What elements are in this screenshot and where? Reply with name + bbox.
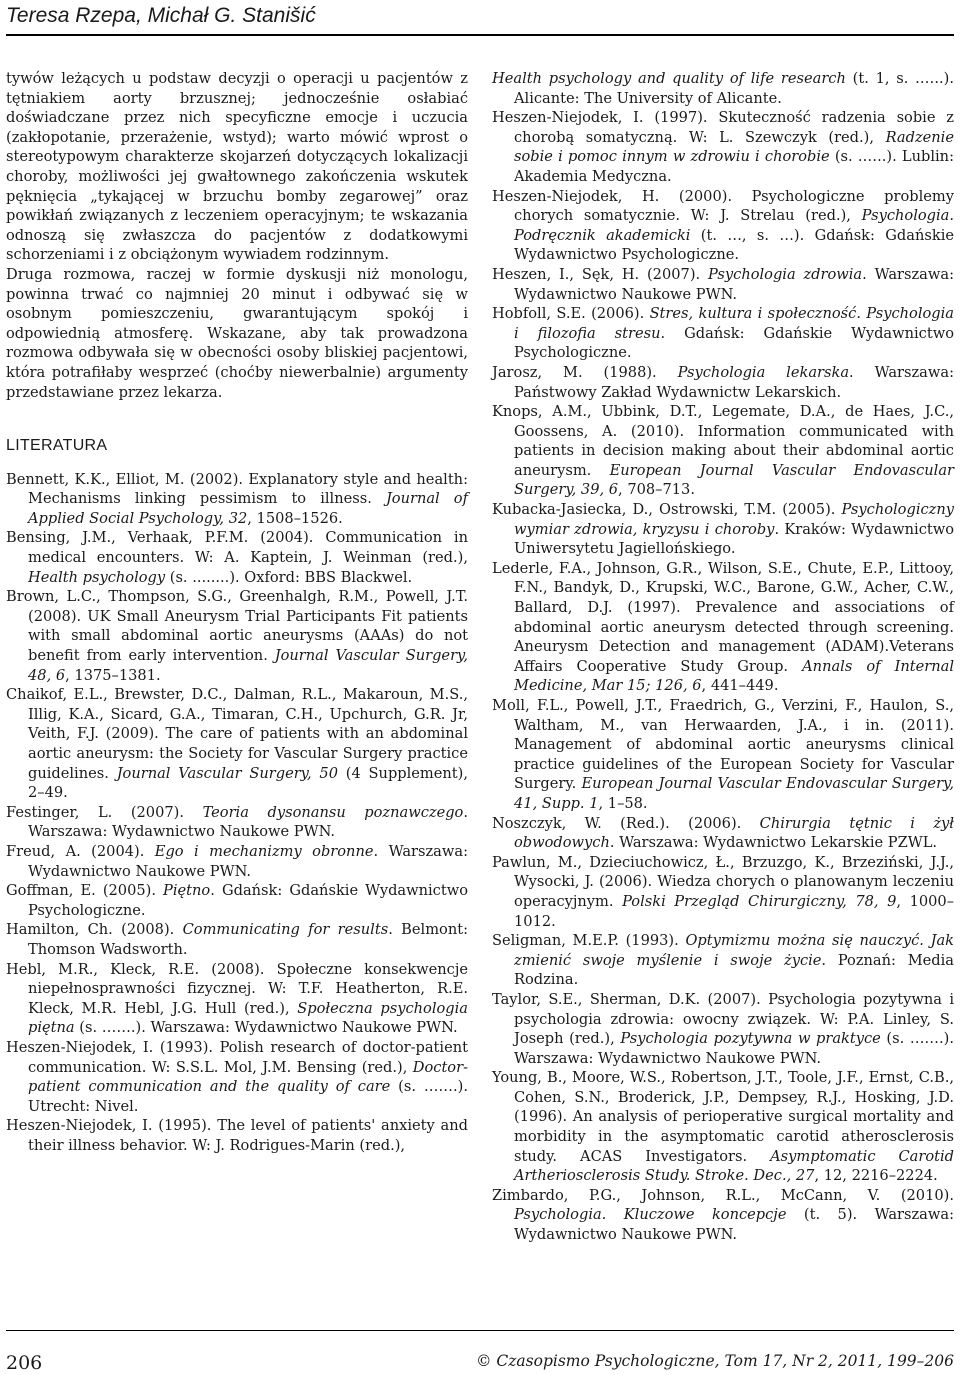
reference-text: Hamilton, Ch. (2008). xyxy=(6,921,183,939)
journal-citation xyxy=(476,1352,954,1370)
reference-title: Optymizmu można się nauczyć. Jak zmienić swoje myślenie i swoje życie xyxy=(514,932,954,969)
reference-text: , 1–58. xyxy=(598,794,648,812)
header-rule xyxy=(6,34,954,36)
reference-entry xyxy=(6,1116,468,1155)
reference-entry xyxy=(492,402,954,500)
reference-text: . Belmont: Thomson Wadsworth. xyxy=(28,921,468,958)
reference-entry xyxy=(492,187,954,265)
reference-title: Stres, kultura i społeczność. Psychologia i filozofia stresu xyxy=(514,305,954,342)
reference-title: Health psychology and quality of life research xyxy=(492,70,846,87)
reference-text: (s. ........). Oxford: BBS Blackwel. xyxy=(165,568,413,586)
copyright-symbol: © xyxy=(475,1352,492,1370)
reference-entry xyxy=(492,363,954,402)
reference-text: Hebl, M.R., Kleck, R.E. (2008). Społeczne konsekwencje niepełnosprawności fizycznej. W: T.F. Heatherton, R.E. Kleck, M.R. Hebl, J.G. Hull (red.), xyxy=(6,960,468,1017)
reference-text: Heszen-Niejodek, I. (1995). The level of patients' anxiety and their illness behavior. W: J. Rodrigues-Marin (red.), xyxy=(6,1117,468,1154)
reference-list-right xyxy=(492,69,954,1245)
reference-entry xyxy=(6,803,468,842)
reference-title: Asymptomatic Carotid Artheriosclerosis Study. Stroke. Dec., 27 xyxy=(514,1147,954,1185)
reference-entry xyxy=(6,470,468,529)
reference-entry xyxy=(492,1186,954,1245)
reference-text: Festinger, L. (2007). xyxy=(6,803,203,821)
reference-text: Taylor, S.E., Sherman, D.K. (2007). Psychologia pozytywna i psychologia zdrowia: owocny związek. W: P.A. Linley, S. Joseph (red.), xyxy=(492,990,954,1048)
reference-text: . Warszawa: Wydawnictwo Naukowe PWN. xyxy=(28,803,468,841)
reference-text: (t. …, s. …). Gdańsk: Gdańskie Wydawnictwo Psychologiczne. xyxy=(514,226,954,264)
reference-entry xyxy=(6,960,468,1038)
reference-text: Knops, A.M., Ubbink, D.T., Legemate, D.A., de Haes, J.C., Goossens, A. (2010). Information communicated with patients in decision making about their abdominal aortic aneurysm. xyxy=(492,403,954,479)
reference-text: Pawlun, M., Dzieciuchowicz, Ł., Brzuzgo, K., Brzeziński, J.J., Wysocki, J. (2006). Wiedza chorych o planowanym leczeniu operacyjnym. xyxy=(492,853,954,910)
reference-title: Chirurgia tętnic i żył obwodowych xyxy=(514,814,954,852)
reference-text: Heszen-Niejodek, H. (2000). Psychologiczne problemy chorych somatycznie. W: J. Strelau (red.), xyxy=(492,187,954,225)
reference-text: Brown, L.C., Thompson, S.G., Greenhalgh, R.M., Powell, J.T. (2008). UK Small Aneurysm Trial Participants Fit patients with small abdominal aortic aneurysms (AAAs) do not benefit from early intervention. xyxy=(6,588,468,665)
reference-entry xyxy=(6,842,468,881)
page-header xyxy=(6,0,954,36)
reference-text: Heszen, I., Sęk, H. (2007). xyxy=(492,265,708,283)
paragraph: Druga rozmowa, raczej w formie dyskusji niż monologu, powinna trwać co najmniej 20 minut i odbywać się w osobnym pomieszczeniu, gwarantującym spokój i odpowiednią atmosferę. Wskazane, aby tak prowadzona rozmowa odbywała się w obecności osoby bliskiej pacjentowi, która potrafiłaby wesprzeć (choćby niewerbalnie) argumenty przedstawiane przez lekarza. xyxy=(6,265,468,401)
reference-text: , 1375–1381. xyxy=(65,666,161,684)
reference-entry xyxy=(492,304,954,363)
reference-text: . Kraków: Wydawnictwo Uniwersytetu Jagiellońskiego. xyxy=(514,520,955,558)
reference-title: Polski Przegląd Chirurgiczny, 78, 9 xyxy=(622,892,897,910)
reference-entry xyxy=(492,69,954,108)
reference-entry xyxy=(6,685,468,803)
reference-entry xyxy=(492,108,954,186)
reference-text: . Poznań: Media Rodzina. xyxy=(514,951,955,989)
references-heading: LITERATURA xyxy=(6,437,108,455)
reference-text: Young, B., Moore, W.S., Robertson, J.T., Toole, J.F., Ernst, C.B., Cohen, S.N., Broderick, J.P., Dempsey, R.J., Hosking, J.D. (1996). An analysis of perioperative surgical mortality and morbidity in the asymptomatic carotid atherosclerosis study. ACAS Investigators. xyxy=(492,1069,954,1165)
body-text xyxy=(6,69,468,402)
reference-title: Psychologiczny wymiar zdrowia, kryzysu i choroby xyxy=(514,501,954,538)
reference-title: Journal Vascular Surgery, 48, 6 xyxy=(28,647,468,684)
reference-entry xyxy=(492,265,954,304)
reference-text: (s. …….). Warszawa: Wydawnictwo Naukowe PWN. xyxy=(74,1019,458,1037)
reference-title: Społeczna psychologia piętna xyxy=(28,999,468,1037)
reference-entry xyxy=(6,1038,468,1116)
reference-text: Bennett, K.K., Elliot, M. (2002). Explanatory style and health: Mechanisms linking pessimism to illness. xyxy=(6,470,468,508)
reference-text: Seligman, M.E.P. (1993). xyxy=(492,932,686,950)
running-head-authors: Teresa Rzepa, Michał G. Stanišić xyxy=(6,4,316,27)
reference-text: , 12, 2216–2224. xyxy=(814,1167,938,1185)
reference-entry xyxy=(6,587,468,685)
reference-text: Goffman, E. (2005). xyxy=(6,882,164,900)
journal-name: Czasopismo Psychologiczne, Tom 17, Nr 2, 2011, 199–206 xyxy=(496,1352,954,1370)
reference-text: , 441–449. xyxy=(701,677,779,695)
reference-text: , 1000–1012. xyxy=(514,892,955,930)
reference-entry xyxy=(6,528,468,587)
reference-title: Piętno xyxy=(163,882,211,900)
reference-entry xyxy=(492,814,954,853)
reference-title: Doctor-patient communication and the quality of care xyxy=(28,1058,468,1096)
page-footer xyxy=(6,1330,954,1374)
reference-title: Psychologia. Kluczowe koncepcje xyxy=(514,1206,787,1224)
reference-entry xyxy=(6,920,468,959)
reference-text: Hobfoll, S.E. (2006). xyxy=(492,305,650,323)
reference-text: (s. .…..). Lublin: Akademia Medyczna. xyxy=(514,148,954,185)
reference-title: European Journal Vascular Endovascular Surgery, 41, Supp. 1 xyxy=(514,775,954,812)
reference-text: Moll, F.L., Powell, J.T., Fraedrich, G., Verzini, F., Haulon, S., Waltham, M., van Herwaarden, J.A., i in. (2011). Management of abdominal aortic aneurysms clinical practice guidelines of the European Society for Vascular Surgery. xyxy=(492,697,954,793)
reference-title: Communicating for results xyxy=(182,921,389,939)
reference-text: (t. 5). Warszawa: Wydawnictwo Naukowe PWN. xyxy=(514,1206,954,1244)
reference-text: Kubacka-Jasiecka, D., Ostrowski, T.M. (2005). xyxy=(492,501,842,519)
reference-entry xyxy=(492,853,954,931)
reference-list-left xyxy=(6,470,468,1156)
reference-title: Psychologia lekarska xyxy=(677,363,850,381)
reference-title: Teoria dysonansu poznawczego xyxy=(202,803,464,821)
reference-entry xyxy=(492,931,954,990)
reference-entry xyxy=(492,1068,954,1186)
reference-text: , 1508–1526. xyxy=(247,509,343,527)
reference-entry xyxy=(492,990,954,1068)
reference-text: (s. …….). Utrecht: Nivel. xyxy=(28,1078,468,1115)
reference-text: Lederle, F.A., Johnson, G.R., Wilson, S.E., Chute, E.P., Littooy, F.N., Bandyk, D., Krupski, W.C., Barone, G.W., Acher, C.W., Ballard, D.J. (1997). Prevalence and associations of abdominal aortic aneurysm detected through screening. Aneurysm Detection and management (ADAM).Veterans Affairs Cooperative Study Group. xyxy=(492,559,954,675)
reference-text: . Gdańsk: Gdańskie Wydawnictwo Psychologiczne. xyxy=(514,324,954,362)
reference-entry xyxy=(6,881,468,920)
reference-title: Health psychology xyxy=(28,568,166,586)
reference-text: Noszczyk, W. (Red.). (2006). xyxy=(492,814,760,832)
reference-text: Heszen-Niejodek, I. (1993). Polish research of doctor-patient communication. W: S.S.L. Mol, J.M. Bensing (red.), xyxy=(6,1038,468,1076)
page-number: 206 xyxy=(6,1352,43,1374)
reference-text: Bensing, J.M., Verhaak, P.F.M. (2004). Communication in medical encounters. W: A. Kaptein, J. Weinman (red.), xyxy=(6,529,468,567)
reference-title: Psychologia pozytywna w praktyce xyxy=(620,1030,881,1048)
reference-title: Psychologia. Podręcznik akademicki xyxy=(514,207,954,244)
reference-text: Zimbardo, P.G., Johnson, R.L., McCann, V. (2010). xyxy=(492,1186,954,1204)
reference-entry xyxy=(492,696,954,814)
reference-text: (t. 1, s. .…..). Alicante: The University of Alicante. xyxy=(514,70,954,107)
reference-text: Chaikof, E.L., Brewster, D.C., Dalman, R.L., Makaroun, M.S., Illig, K.A., Sicard, G.A., Timaran, C.H., Upchurch, G.R. Jr, Veith, F.J. (2009). The care of patients with an abdominal aortic aneurysm: the Society for Vascular Surgery practice guidelines. xyxy=(6,686,468,782)
reference-entry xyxy=(492,500,954,559)
reference-text: Jarosz, M. (1988). xyxy=(492,363,678,381)
reference-text: , 708–713. xyxy=(618,481,695,499)
reference-text: Freud, A. (2004). xyxy=(6,842,155,860)
right-column xyxy=(492,69,954,1245)
reference-entry xyxy=(492,559,954,696)
reference-text: . Warszawa: Wydawnictwo Lekarskie PZWL. xyxy=(609,834,938,852)
reference-title: Ego i mechanizmy obronne xyxy=(154,842,374,860)
reference-title: Annals of Internal Medicine, Mar 15; 126, 6 xyxy=(514,657,955,695)
reference-title: Journal of Applied Social Psychology, 32 xyxy=(28,490,468,527)
reference-text: . Warszawa: Wydawnictwo Naukowe PWN. xyxy=(28,842,468,880)
reference-text: (4 Supplement), 2–49. xyxy=(28,764,468,802)
footer-rule xyxy=(6,1330,954,1331)
reference-title: Radzenie sobie i pomoc innym w zdrowiu i chorobie xyxy=(514,128,954,166)
reference-text: . Gdańsk: Gdańskie Wydawnictwo Psychologiczne. xyxy=(28,882,468,919)
reference-title: European Journal Vascular Endovascular Surgery, 39, 6 xyxy=(514,461,954,499)
reference-text: (s. …….). Warszawa: Wydawnictwo Naukowe PWN. xyxy=(514,1030,954,1067)
paragraph: tywów leżących u podstaw decyzji o operacji u pacjentów z tętniakiem aorty brzusznej; jednocześnie osłabiać doświadczane przez nich specyficzne emocje i uczucia (zakłopotanie, przerażenie, wstyd); warto mówić wprost o stereotypowym charakterze skojarzeń dotyczących lokalizacji choroby, możliwości jej gwałtownego zakończenia wskutek pęknięcia „tykającej w brzuchu bomby zegarowej” oraz powikłań związanych z leczeniem operacyjnym; te wskazania odnoszą się zwłaszcza do pacjentów z dodatkowymi schorzeniami i z obciążonym wywiadem rodzinnym. xyxy=(6,70,468,264)
left-column xyxy=(6,69,468,1155)
reference-text: Heszen-Niejodek, I. (1997). Skuteczność radzenia sobie z chorobą somatyczną. W: L. Szewczyk (red.), xyxy=(492,109,954,146)
reference-title: Journal Vascular Surgery, 50 xyxy=(116,764,338,782)
reference-title: Psychologia zdrowia xyxy=(707,265,863,283)
reference-text: . Warszawa: Państwowy Zakład Wydawnictw Lekarskich. xyxy=(514,363,954,401)
reference-text: . Warszawa: Wydawnictwo Naukowe PWN. xyxy=(514,265,954,303)
